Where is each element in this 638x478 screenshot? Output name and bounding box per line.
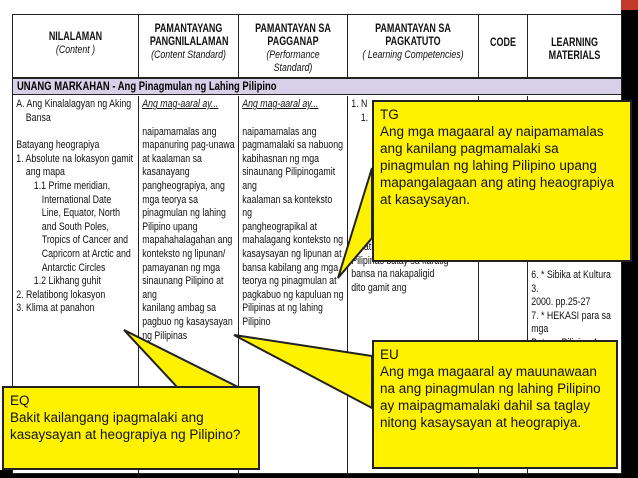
- header-sub: (Content Standard): [151, 49, 226, 61]
- content-line: Capricorn at Arctic and: [41, 247, 131, 260]
- eu-callout: [372, 340, 618, 469]
- content-line: International Date: [41, 193, 112, 206]
- performance-standard-line: naipamamalas ang: [242, 125, 317, 138]
- content-line: 1.2 Likhang guhit: [33, 275, 101, 288]
- competency-line: 1. N: [351, 98, 368, 110]
- header-title: NILALAMAN: [48, 31, 103, 43]
- material-line: 2000. pp.25-27: [531, 296, 591, 309]
- content-line: Bansa: [25, 111, 51, 124]
- content-standard-line: sinaunang Pilipino at ang: [142, 275, 224, 301]
- content-standard-line: at kaalaman sa: [142, 152, 202, 165]
- content-standard-line: kasanayang: [142, 166, 190, 179]
- performance-standard-line: kaalaman sa konteksto ng: [242, 193, 333, 220]
- competency-line: (relative: [351, 241, 383, 254]
- header-title: CODE: [490, 37, 516, 49]
- content-standard-line: mga teorya sa: [142, 193, 198, 206]
- content-line: Batayang heograpiya: [16, 139, 100, 152]
- content-standard-line: pangheograpiya, ang: [142, 179, 225, 192]
- eq-pointer: [124, 330, 240, 388]
- header-title: PAMANTAYAN SA PAGKATUTO: [375, 23, 451, 48]
- eq-label: EQ: [10, 393, 30, 408]
- content-standard-line: pamayanan ng mga: [142, 261, 220, 274]
- content-standard-line: mapahahalagahan ang: [142, 234, 233, 247]
- eq-text: Bakit kailangang ipagmalaki ang kasaysayan at heograpiya ng Pilipino?: [10, 410, 241, 442]
- content-standard-line: pinagmulan ng lahing: [142, 207, 226, 220]
- content-standard-line: konteksto ng lipunan/: [142, 247, 226, 260]
- tg-text: Ang mga magaaral ay naipamamalas ang kanilang pagmamalaki sa pinagmulan ng lahing Pilipino upang mapangalagaan ang ating heaograpiya at kasaysayan.: [380, 124, 615, 207]
- performance-standard-line: bansa kabilang ang mga: [242, 261, 339, 274]
- performance-standard-line: Pilipinas at ng lahing Pilipino: [242, 302, 323, 328]
- content-line: 3. Klima at panahon: [16, 302, 95, 315]
- header-sub: ( Learning Competencies): [362, 49, 464, 61]
- header-sub: (Content ): [55, 44, 96, 56]
- content-standard-line: ng Pilipinas: [142, 329, 188, 342]
- eu-text: Ang mga magaaral ay mauunawaan na ang pinagmulan ng lahing Pilipino ay maipagmamalaki dahil sa taglay nitong kasaysayan at heograpiya.: [380, 364, 601, 430]
- content-standard-line: mapanuring pag-unawa: [142, 139, 235, 152]
- content-line: and South Poles,: [41, 220, 109, 233]
- tg-callout: [372, 100, 632, 262]
- eq-callout: [2, 386, 260, 470]
- competency-line: 1.: [360, 111, 369, 124]
- standard-head: Ang mag-aaral ay...: [142, 98, 219, 110]
- header-title: PAMANTAYAN SA PAGGANAP: [255, 23, 331, 48]
- header-title: LEARNING MATERIALS: [548, 37, 601, 62]
- content-line: A. Ang Kinalalagyan ng Aking: [16, 98, 132, 110]
- performance-standard-line: kasaysayan ng lipunan at: [242, 247, 342, 260]
- competency-line: dito gamit ang: [351, 281, 407, 294]
- content-line: Tropics of Cancer and: [41, 234, 129, 247]
- competency-line: bansa na nakapaligid: [351, 268, 435, 281]
- content-line: ang mapa: [25, 166, 65, 179]
- competency-line: Pilipinas: [351, 254, 384, 267]
- content-line: 1. Absolute na lokasyon gamit: [16, 152, 134, 165]
- content-standard-line: Pilipino upang: [142, 220, 198, 233]
- performance-standard-line: kabihasnan ng mga: [242, 152, 320, 165]
- header-title: PAMANTAYANG PANGNILALAMAN: [149, 23, 229, 48]
- tg-label: TG: [380, 107, 399, 122]
- eu-label: EU: [380, 347, 399, 362]
- content-line: Antarctic Circles: [41, 261, 106, 274]
- tg-pointer: [338, 168, 372, 278]
- material-line: 6. * Sibika at Kultura 3.: [531, 269, 611, 295]
- performance-standard-line: sinaunang Pilipinogamit ang: [242, 166, 336, 192]
- content-standard-line: naipamamalas ang: [142, 125, 217, 138]
- header-sub: (Performance Standard): [266, 49, 320, 74]
- content-standard-line: pagbuo ng kasaysayan: [142, 315, 233, 328]
- content-line: 1.1 Prime meridian,: [33, 179, 111, 192]
- performance-standard-line: pangheograpikal at: [242, 220, 318, 233]
- content-standard-line: kanilang ambag sa: [142, 302, 217, 315]
- material-line: 7. * HEKASI para sa mga: [531, 309, 611, 336]
- performance-standard-line: pagmamalaki sa nabuong: [242, 139, 343, 152]
- performance-standard-line: mahalagang konteksto ng: [242, 234, 343, 247]
- content-line: 2. Relatibong lokasyon: [16, 288, 106, 301]
- standard-head: Ang mag-aaral ay...: [242, 98, 319, 110]
- quarter-title: UNANG MARKAHAN - Ang Pinagmulan ng Lahing Pilipino: [17, 81, 277, 93]
- performance-standard-line: pagkabuo ng kapuluan ng: [242, 288, 344, 301]
- content-line: Line, Equator, North: [41, 207, 121, 220]
- performance-standard-line: teorya ng pinagmulan at: [242, 275, 337, 288]
